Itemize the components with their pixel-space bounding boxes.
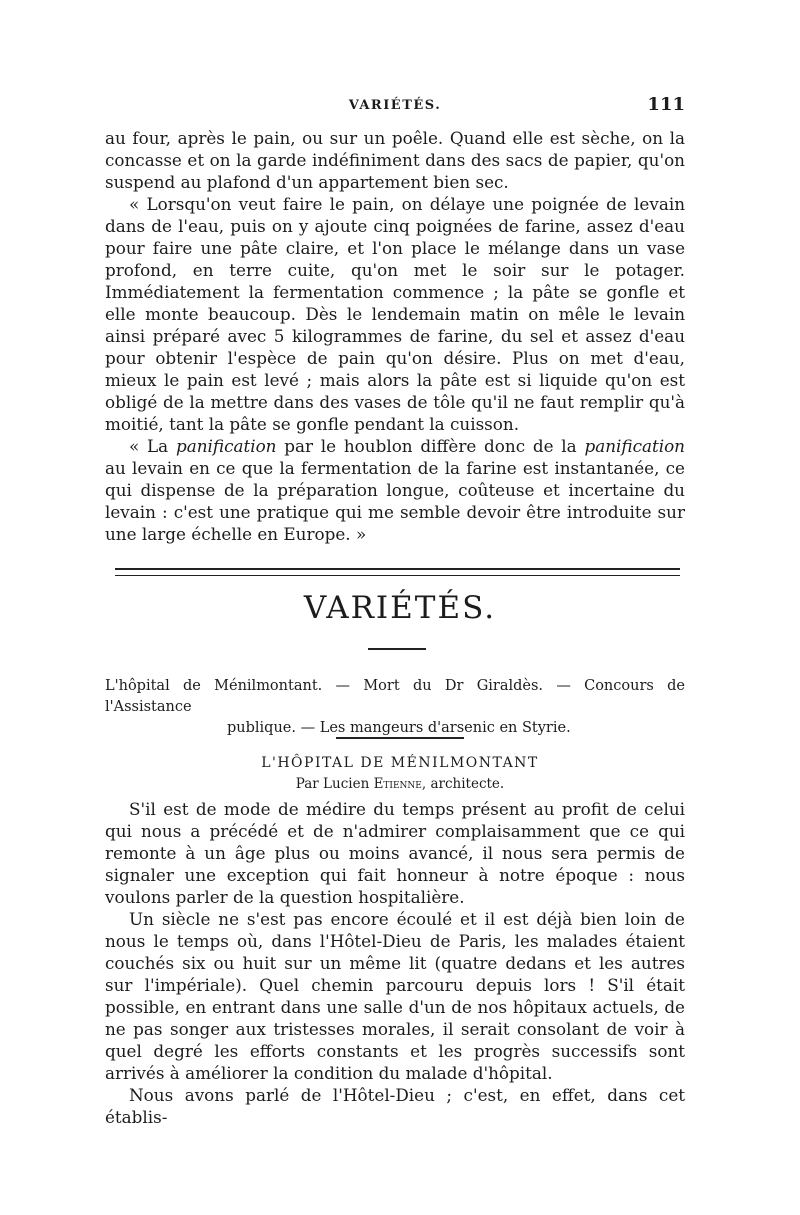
- article-title: L'HÔPITAL DE MÉNILMONTANT: [261, 755, 539, 771]
- emphasis-panification-2: panification: [584, 436, 685, 456]
- section-title: VARIÉTÉS.: [303, 590, 497, 626]
- byline-suffix: , architecte.: [421, 776, 505, 792]
- section-summary: [105, 676, 685, 739]
- quote-middle-text: par le houblon diffère donc de la: [276, 436, 585, 456]
- article-paragraph-2: Un siècle ne s'est pas encore écoulé et il est déjà bien loin de nous le temps où, dans l'Hôtel-Dieu de Paris, les malades étaient couchés six ou huit sur un même lit (quatre dedans et les autres sur l'impériale). Quel chemin parcouru depuis lors ! S'il était possible, en entrant dans une salle d'un de nos hôpitaux actuels, de ne pas songer aux tristesses morales, il serait consolant de voir à quel degré les efforts constants et les progrès successifs sont arrivés à améliorer la condition du malade d'hôpital.: [105, 909, 685, 1083]
- emphasis-panification-1: panification: [175, 436, 277, 456]
- recipe-paragraph-1: au four, après le pain, ou sur un poêle. Quand elle est sèche, on la concasse et on la garde indéfiniment dans des sacs de papier, qu'on suspend au plafond d'un appartement bien sec.: [105, 128, 685, 192]
- section-divider: [115, 568, 680, 576]
- title-rule: [368, 648, 426, 650]
- running-head: [105, 94, 685, 122]
- running-title: VARIÉTÉS.: [348, 98, 442, 113]
- summary-line-1: L'hôpital de Ménilmontant. — Mort du Dr Giraldès. — Concours de l'Assistance: [105, 678, 685, 715]
- page-number: 111: [647, 94, 685, 115]
- byline-author-name: Etienne: [373, 776, 422, 792]
- recipe-paragraph-2: « Lorsqu'on veut faire le pain, on délaye une poignée de levain dans de l'eau, puis on y ajoute cinq poignées de farine, assez d'eau pour faire une pâte claire, et l'on place le mélange dans un vase profond, en terre cuite, qu'on met le soir sur le potager. Immédiatement la fermentation commence ; la pâte se gonfle et elle monte beaucoup. Dès le lendemain matin on mêle le levain ainsi préparé avec 5 kilogrammes de farine, du sel et assez d'eau pour obtenir l'espèce de pain qu'on désire. Plus on met d'eau, mieux le pain est levé ; mais alors la pâte est si liquide qu'on est obligé de la mettre dans des vases de tôle qu'il ne faut remplir qu'à moitié, tant la pâte se gonfle pendant la cuisson.: [105, 194, 685, 434]
- article-text-block: [105, 798, 685, 1128]
- summary-rule: [336, 737, 464, 739]
- byline-prefix: Par Lucien: [295, 776, 374, 792]
- recipe-paragraph-3: [105, 435, 685, 545]
- recipe-text-block: [105, 127, 685, 545]
- article-paragraph-3: Nous avons parlé de l'Hôtel-Dieu ; c'est, en effet, dans cet établis-: [105, 1085, 685, 1127]
- summary-line-2: publique. — Les mangeurs d'arsenic en Styrie.: [227, 720, 571, 736]
- article-paragraph-1: S'il est de mode de médire du temps présent au profit de celui qui nous a précédé et de n'admirer complaisamment que ce qui remonte à un âge plus ou moins avancé, il nous sera permis de signaler une exception qui fait honneur à notre époque : nous voulons parler de la question hospitalière.: [105, 799, 685, 907]
- article-byline: [0, 776, 800, 792]
- quote-open-text: « La: [129, 436, 176, 456]
- quote-end-text: au levain en ce que la fermentation de la farine est instantanée, ce qui dispense de la préparation longue, coûteuse et incertaine du levain : c'est une pratique qui me semble devoir être introduite sur une large échelle en Europe. »: [105, 458, 685, 544]
